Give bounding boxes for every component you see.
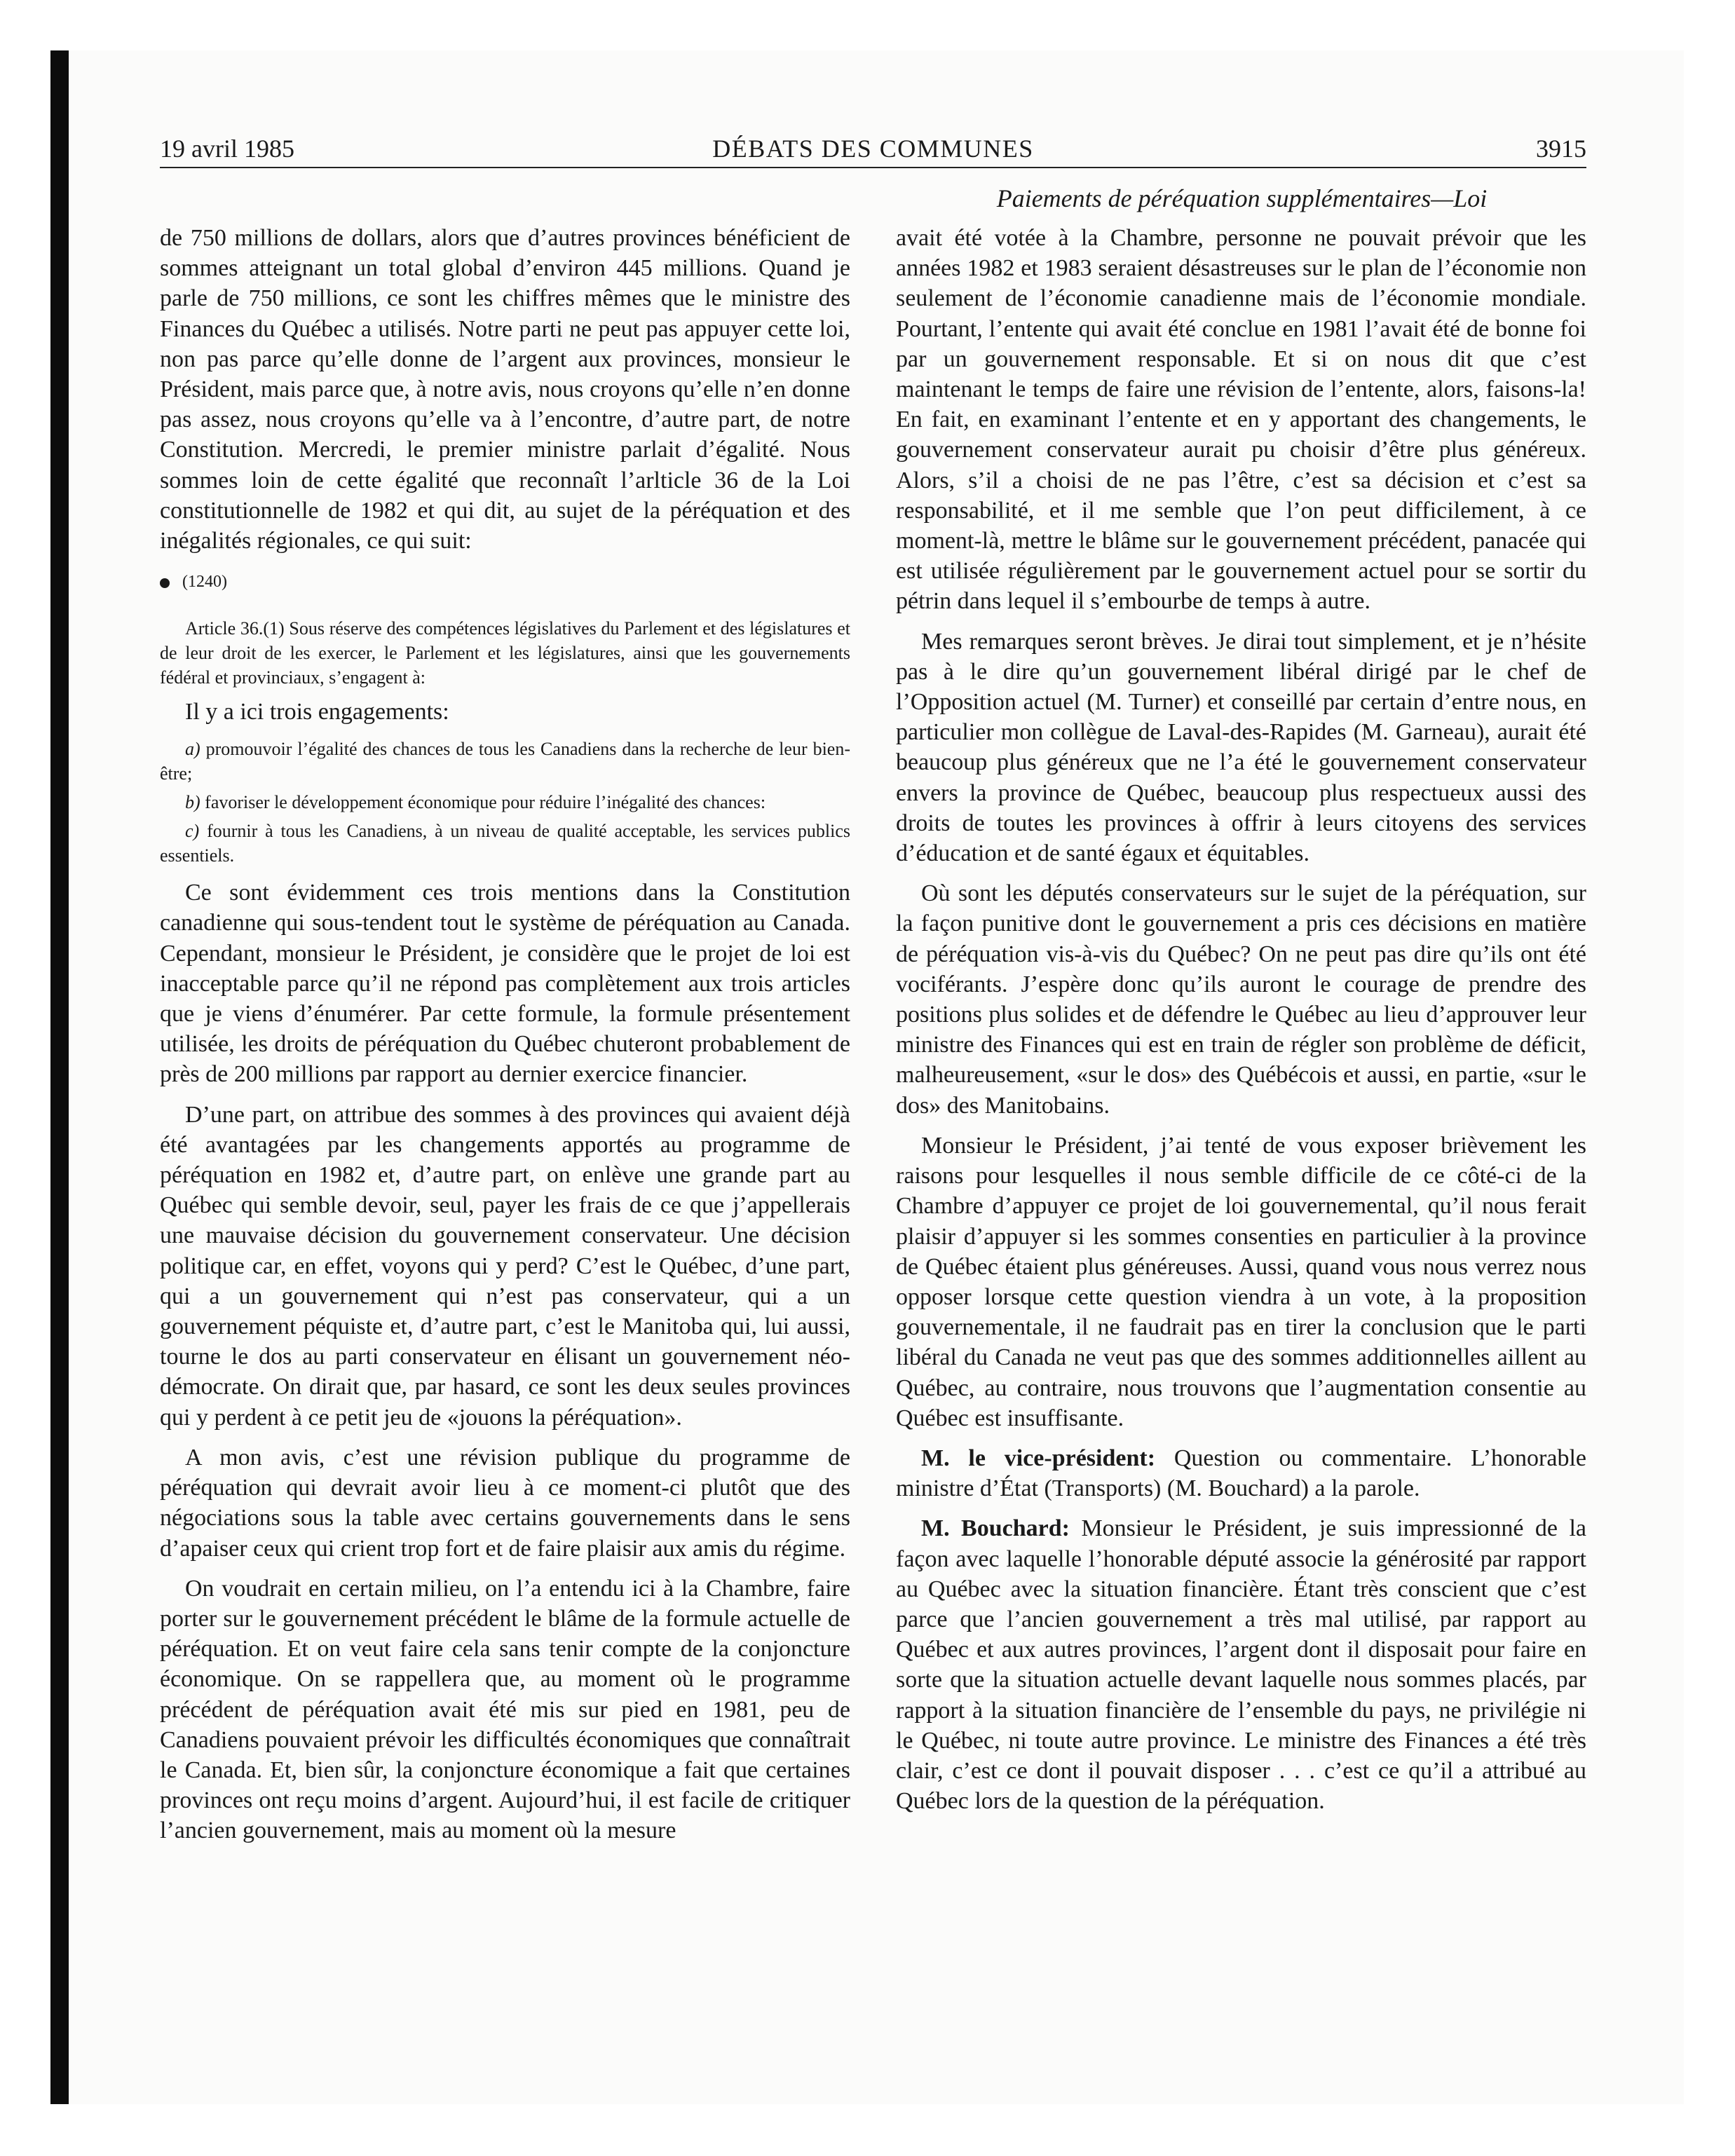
speech-bouchard [896, 1513, 1586, 1816]
left-paragraph-1: de 750 millions de dollars, alors que d’autres provinces bénéficient de sommes atteignant un total global d’environ 445 millions. Quand je parle de 750 millions, ce sont les chiffres mêmes que le ministre des Finances du Québec a utilisés. Notre parti ne peut pas appuyer cette loi, non pas parce qu’elle donne de l’argent aux provinces, monsieur le Président, mais parce que, à notre avis, nous croyons qu’elle n’en donne pas assez, nous croyons qu’elle va à l’encontre, d’autre part, de notre Constitution. Mercredi, le premier ministre parlait d’égalité. Nous sommes loin de cette égalité que reconnaît l’arlticle 36 de la Loi constitutionnelle de 1982 et qui dit, au sujet de la péréquation et des inégalités régionales, ce qui suit: [160, 225, 850, 554]
item-a-label: a) [185, 739, 200, 760]
right-paragraph-3: Où sont les députés conservateurs sur le sujet de la péréquation, sur la façon punitive dont le gouvernement a pris ces décisions en matière de péréquation vis-à-vis du Québec? On ne peut pas dire qu’ils ont été vociférants. J’espère donc qu’ils auront le courage de prendre des positions plus solides et de défendre le Québec au lieu d’approuver leur ministre des Finances qui est en train de régler son problème de déficit, malheureusement, «sur le dos» des Québécois et aussi, en partie, «sur le dos» des Manitobains. [896, 880, 1586, 1119]
speaker-vice-president: M. le vice-président: [921, 1445, 1156, 1471]
item-b-text: favoriser le développement économique pour réduire l’inégalité des chances: [205, 792, 766, 813]
quote-item-c [160, 819, 850, 868]
right-paragraph-1: avait été votée à la Chambre, personne ne pouvait prévoir que les années 1982 et 1983 seraient désastreuses sur le plan de l’économie non seulement de l’économie canadienne mais de l’économie mondiale. Pourtant, l’entente qui avait été conclue en 1981 l’avait été de bonne foi par un gouvernement responsable. Et si on nous dit que c’est maintenant le temps de faire une révision de l’entente, alors, faisons-la! En fait, en examinant l’entente et en y apportant des changements, le gouvernement conservateur aurait pu choisir d’être plus généreux. Alors, s’il a choisi de ne pas l’être, c’est sa décision et c’est sa responsabilité, et il me semble que l’on peut difficilement, à ce moment-là, mettre le blâme sur le gouvernement précédent, panacée qui est utilisée régulièrement par le gouvernement actuel pour se sortir du pétrin dans lequel il s’embourbe de temps à autre. [896, 225, 1586, 615]
speech-vice-president [896, 1443, 1586, 1503]
speech-vice-president-text: Question ou commentaire. L’honorable ministre d’État (Transports) (M. Bouchard) a la parole. [896, 1445, 1586, 1502]
right-paragraph-2: Mes remarques seront brèves. Je dirai tout simplement, et je n’hésite pas à le dire qu’un gouvernement libéral dirigé par le chef de l’Opposition actuel (M. Turner) et conseillé par certain d’entre nous, en particulier mon collègue de Laval-des-Rapides (M. Garneau), aurait été beaucoup plus généreux que ne l’a été le gouvernement conservateur envers la province de Québec, beaucoup plus respectueux aussi des droits de toutes les provinces à offrir à leurs citoyens des services d’éducation et de santé égaux et équitables. [896, 628, 1586, 867]
left-paragraph-5: On voudrait en certain milieu, on l’a entendu ici à la Chambre, faire porter sur le gouvernement précédent le blâme de la formule actuelle de péréquation. Et on veut faire cela sans tenir compte de la conjoncture économique. On se rappellera que, au moment où le programme précédent de péréquation avait été mis sur pied en 1981, peu de Canadiens pouvaient prévoir les difficultés économiques que connaîtrait le Canada. Et, bien sûr, la conjoncture économique a fait que certaines provinces ont reçu moins d’argent. Aujourd’hui, il est facile de critiquer l’ancien gouvernement, mais au moment où la mesure [160, 1575, 850, 1844]
right-column [896, 223, 1586, 1816]
time-marker [160, 571, 850, 592]
item-a-text: promouvoir l’égalité des chances de tous les Canadiens dans la recherche de leur bien-être; [160, 739, 850, 784]
running-title: Paiements de péréquation supplémentaires—Loi [996, 184, 1488, 212]
interjection: Il y a ici trois engagements: [185, 699, 449, 725]
bullet-icon [160, 578, 170, 588]
quote-intro: Article 36.(1) Sous réserve des compétences législatives du Parlement et des législatures et de leur droit de les exercer, le Parlement et les législatures, ainsi que les gouvernements fédéral et provinciaux, s’engagent à: [160, 618, 850, 688]
item-c-text: fournir à tous les Canadiens, à un niveau de qualité acceptable, les services publics essentiels. [160, 821, 850, 866]
quote-item-b [160, 790, 850, 814]
left-paragraph-4: A mon avis, c’est une révision publique du programme de péréquation qui devrait avoir lieu à ce moment-ci plutôt que des négociations sous la table avec certains gouvernements dans le sens d’apaiser ceux qui crient trop fort et de faire plaisir aux amis du régime. [160, 1444, 850, 1562]
time-marker-label: (1240) [182, 573, 227, 592]
right-paragraph-4: Monsieur le Président, j’ai tenté de vous exposer brièvement les raisons pour lesquelles il nous semble difficile de ce côté-ci de la Chambre d’appuyer ce projet de loi gouvernemental, qu’il nous ferait plaisir d’appuyer si les sommes consenties en particulier à la province de Québec étaient plus généreuses. Aussi, quand vous nous verrez nous opposer lorsque cette question viendra à un vote, à la proposition gouvernementale, il ne faudrait pas en tirer la conclusion que le parti libéral du Canada ne veut pas que des sommes additionnelles aillent au Québec, au contraire, nous trouvons que l’augmentation consentie au Québec est insuffisante. [896, 1132, 1586, 1431]
left-paragraph-3: D’une part, on attribue des sommes à des provinces qui avaient déjà été avantagées par les changements apportés au programme de péréquation en 1982 et, d’autre part, on enlève une grande part au Québec qui semble devoir, seul, payer les frais de ce que j’appellerais une mauvaise décision du gouvernement conservateur. Une décision politique car, en effet, voyons qui y perd? C’est le Québec, d’une part, qui a un gouvernement qui n’est pas conservateur, qui a un gouvernement péquiste et, d’autre part, c’est le Manitoba qui, lui aussi, tourne le dos au parti conservateur en élisant un gouvernement néo-démocrate. On dirait que, par hasard, ce sont les deux seules provinces qui y perdent à ce petit jeu de «jouons la péréquation». [160, 1101, 850, 1431]
page-header [160, 130, 1586, 168]
left-paragraph-2: Ce sont évidemment ces trois mentions dans la Constitution canadienne qui sous-tendent tout le système de péréquation au Canada. Cependant, monsieur le Président, je considère que le projet de loi est inacceptable parce qu’il ne répond pas complètement aux trois articles que je viens d’énumérer. Par cette formule, la formule présentement utilisée, les droits de péréquation du Québec chuteront probablement de près de 200 millions par rapport au dernier exercice financier. [160, 880, 850, 1088]
item-b-label: b) [185, 792, 200, 813]
header-publication: DÉBATS DES COMMUNES [712, 135, 1034, 163]
item-c-label: c) [185, 821, 200, 842]
left-column [160, 223, 850, 1846]
speaker-bouchard: M. Bouchard: [921, 1515, 1070, 1542]
header-date: 19 avril 1985 [160, 135, 294, 163]
speech-bouchard-text: Monsieur le Président, je suis impressionné de la façon avec laquelle l’honorable député associe la générosité par rapport au Québec avec la situation financière. Étant très conscient que c’est parce que l’ancien gouvernement a très mal utilisé, par rapport au Québec et aux autres provinces, l’argent dont il disposait pour faire en sorte que la situation actuelle devant laquelle nous sommes placés, par rapport à la situation financière de l’ensemble du pays, ne privilégie ni le Québec, ni toute autre province. Le ministre des Finances a été très clair, c’est ce dont il pouvait disposer . . . c’est ce qu’il a attribué au Québec lors de la question de la péréquation. [896, 1515, 1586, 1815]
header-page-number: 3915 [1536, 135, 1586, 163]
quote-item-a [160, 737, 850, 786]
